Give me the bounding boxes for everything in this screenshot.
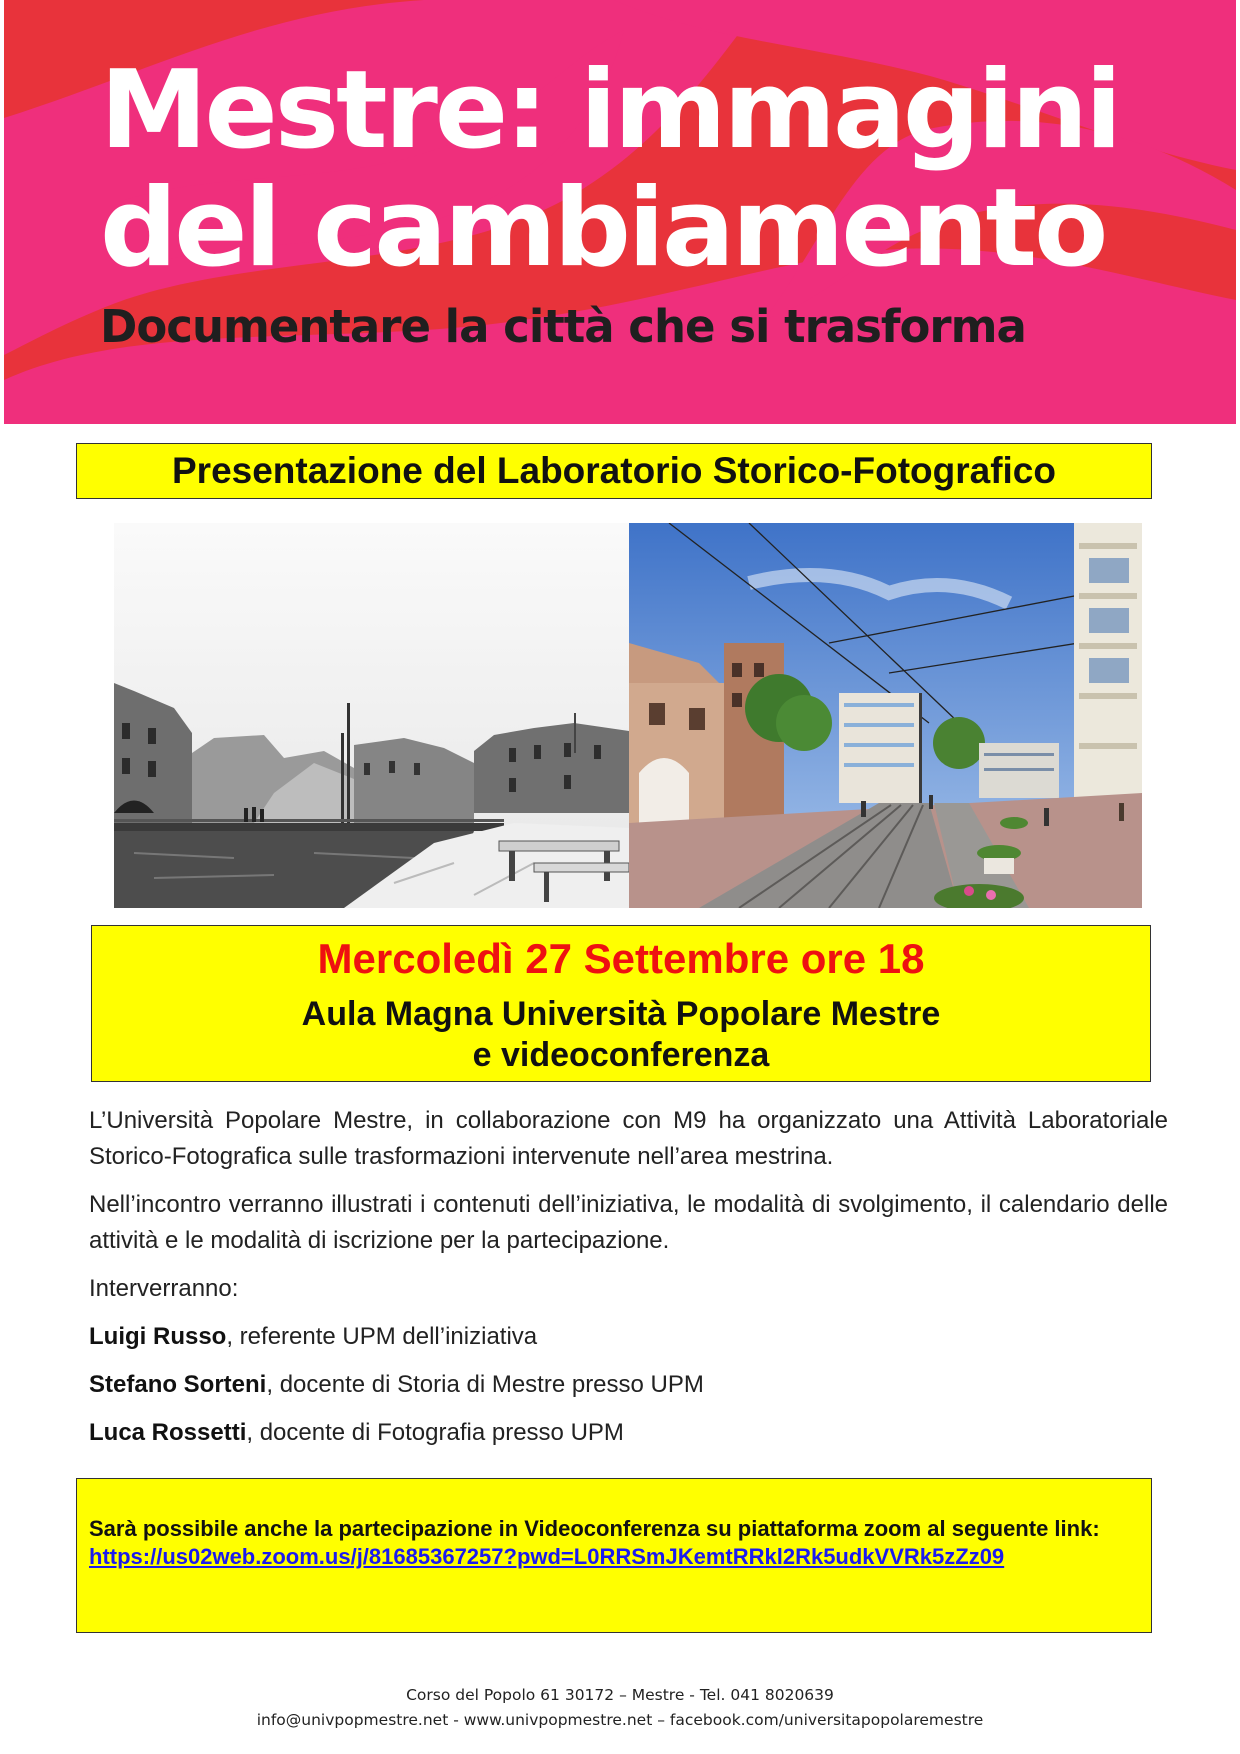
header-banner — [4, 0, 1236, 424]
paragraph-intro: L’Università Popolare Mestre, in collaborazione con M9 ha organizzato una Attività Laboratoriale Storico-Fotografica sulle trasformazioni intervenute nell’area mestrina. — [89, 1107, 1168, 1170]
footer-address: Corso del Popolo 61 30172 – Mestre - Tel. 041 8020639 — [406, 1686, 834, 1704]
speaker-item — [89, 1367, 1168, 1403]
banner-title-line-2: del cambiamento — [100, 166, 1106, 291]
event-date: Mercoledì 27 Settembre ore 18 — [317, 935, 925, 982]
zoom-text: Sarà possibile anche la partecipazione in Videoconferenza su piattaforma zoom al seguente link: — [89, 1516, 1100, 1541]
footer — [0, 1683, 1240, 1733]
event-mode: e videoconferenza — [472, 1036, 770, 1074]
speaker-role: , referente UPM dell’iniziativa — [226, 1323, 538, 1350]
speaker-name: Stefano Sorteni — [89, 1371, 267, 1398]
paragraph-details: Nell’incontro verranno illustrati i contenuti dell’iniziativa, le modalità di svolgimento, il calendario delle attività e le modalità di iscrizione per la partecipazione. — [89, 1191, 1168, 1254]
zoom-link[interactable]: https://us02web.zoom.us/j/81685367257?pwd=L0RRSmJKemtRRkl2Rk5udkVVRk5zZz09 — [89, 1544, 1005, 1569]
speaker-role: , docente di Fotografia presso UPM — [246, 1419, 624, 1446]
modern-photo — [629, 523, 1142, 908]
zoom-info-box — [76, 1478, 1152, 1633]
speaker-name: Luca Rossetti — [89, 1419, 247, 1446]
footer-contacts: info@univpopmestre.net - www.univpopmestre.net – facebook.com/universitapopolaremestre — [256, 1711, 984, 1729]
speakers-intro: Interverranno: — [89, 1275, 239, 1302]
historic-photo — [114, 523, 629, 908]
speaker-role: , docente di Storia di Mestre presso UPM — [266, 1371, 704, 1398]
speaker-name: Luigi Russo — [89, 1323, 227, 1350]
presentation-headline: Presentazione del Laboratorio Storico-Fotografico — [76, 443, 1152, 499]
event-venue: Aula Magna Università Popolare Mestre — [301, 995, 941, 1033]
speaker-item — [89, 1415, 1168, 1451]
body-text — [89, 1103, 1168, 1463]
speaker-item — [89, 1319, 1168, 1355]
banner-title — [100, 48, 1120, 291]
banner-title-line-1: Mestre: immagini — [100, 48, 1120, 173]
event-info-box — [91, 925, 1151, 1082]
banner-subtitle: Documentare la città che si trasforma — [100, 300, 1026, 353]
